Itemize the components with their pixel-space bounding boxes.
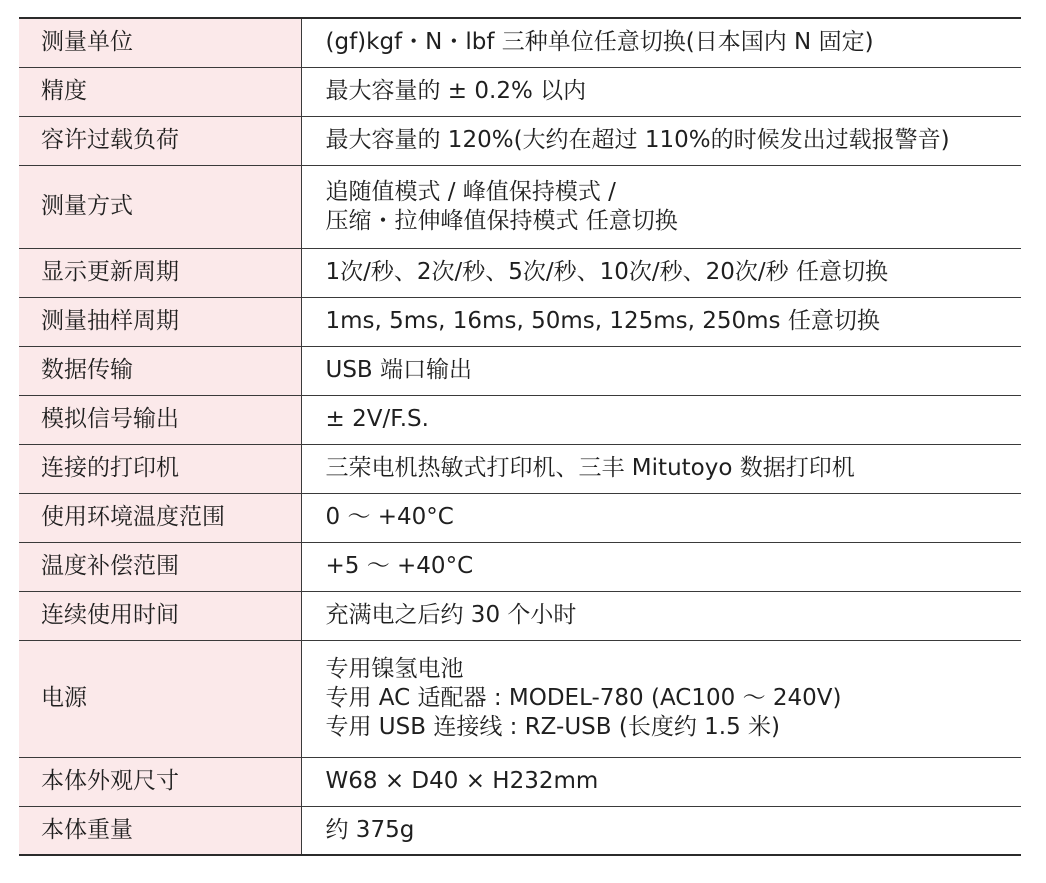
spec-label: 本体重量 [19,806,301,855]
spec-value [301,116,1021,165]
spec-table [19,17,1021,856]
spec-label: 测量单位 [19,18,301,67]
spec-value [301,493,1021,542]
spec-value-line: 最大容量的 ± 0.2% 以内 [325,78,587,105]
spec-label: 模拟信号输出 [19,395,301,444]
spec-value-line: 专用镍氢电池 [325,656,464,683]
spec-value [301,67,1021,116]
spec-value [301,165,1021,248]
spec-value [301,757,1021,806]
spec-value-line: USB 端口输出 [325,357,473,384]
spec-value-line: 约 375g [325,816,415,843]
spec-row-analog-output [19,395,1021,444]
spec-value-line: (gf)kgf・N・lbf 三种单位任意切换(日本国内 N 固定) [325,29,874,56]
spec-row-sampling [19,297,1021,346]
spec-value [301,806,1021,855]
spec-value-line: 三荣电机热敏式打印机、三丰 Mitutoyo 数据打印机 [325,455,855,482]
spec-value [301,18,1021,67]
spec-row-continuous-use [19,591,1021,640]
spec-label: 连续使用时间 [19,591,301,640]
spec-row-unit [19,18,1021,67]
spec-label: 测量抽样周期 [19,297,301,346]
spec-value-line: 专用 USB 连接线 : RZ-USB (长度约 1.5 米) [325,713,781,740]
spec-value [301,297,1021,346]
spec-label: 使用环境温度范围 [19,493,301,542]
spec-value-line: 最大容量的 120%(大约在超过 110%的时候发出过载报警音) [325,127,950,154]
spec-value-line: 1次/秒、2次/秒、5次/秒、10次/秒、20次/秒 任意切换 [325,259,888,286]
spec-value-line: +5 ～ +40°C [325,553,474,580]
spec-label: 显示更新周期 [19,248,301,297]
spec-value-line: W68 × D40 × H232mm [325,768,599,795]
spec-value [301,640,1021,757]
spec-value-line: 0 ～ +40°C [325,504,454,531]
spec-value [301,444,1021,493]
spec-value-line: 专用 AC 适配器 : MODEL-780 (AC100 ～ 240V) [325,685,842,712]
spec-row-dimensions [19,757,1021,806]
spec-row-measure-mode [19,165,1021,248]
spec-label: 测量方式 [19,165,301,248]
spec-label: 数据传输 [19,346,301,395]
spec-value-line: 追随值模式 / 峰值保持模式 / [325,178,616,205]
spec-value [301,248,1021,297]
spec-label: 连接的打印机 [19,444,301,493]
spec-label: 电源 [19,640,301,757]
spec-row-accuracy [19,67,1021,116]
spec-value [301,542,1021,591]
spec-row-display-update [19,248,1021,297]
spec-row-temp-compensation [19,542,1021,591]
spec-value [301,591,1021,640]
spec-label: 温度补偿范围 [19,542,301,591]
spec-value-line: 1ms, 5ms, 16ms, 50ms, 125ms, 250ms 任意切换 [325,308,880,335]
spec-row-power [19,640,1021,757]
spec-value [301,395,1021,444]
spec-value [301,346,1021,395]
spec-label: 精度 [19,67,301,116]
spec-label: 容许过载负荷 [19,116,301,165]
spec-row-operating-temp [19,493,1021,542]
spec-row-printer [19,444,1021,493]
spec-value-line: ± 2V/F.S. [325,406,429,433]
spec-value-line: 压缩・拉伸峰值保持模式 任意切换 [325,207,678,234]
spec-row-weight [19,806,1021,855]
spec-row-overload [19,116,1021,165]
spec-value-line: 充满电之后约 30 个小时 [325,602,577,629]
spec-row-data-transfer [19,346,1021,395]
spec-label: 本体外观尺寸 [19,757,301,806]
